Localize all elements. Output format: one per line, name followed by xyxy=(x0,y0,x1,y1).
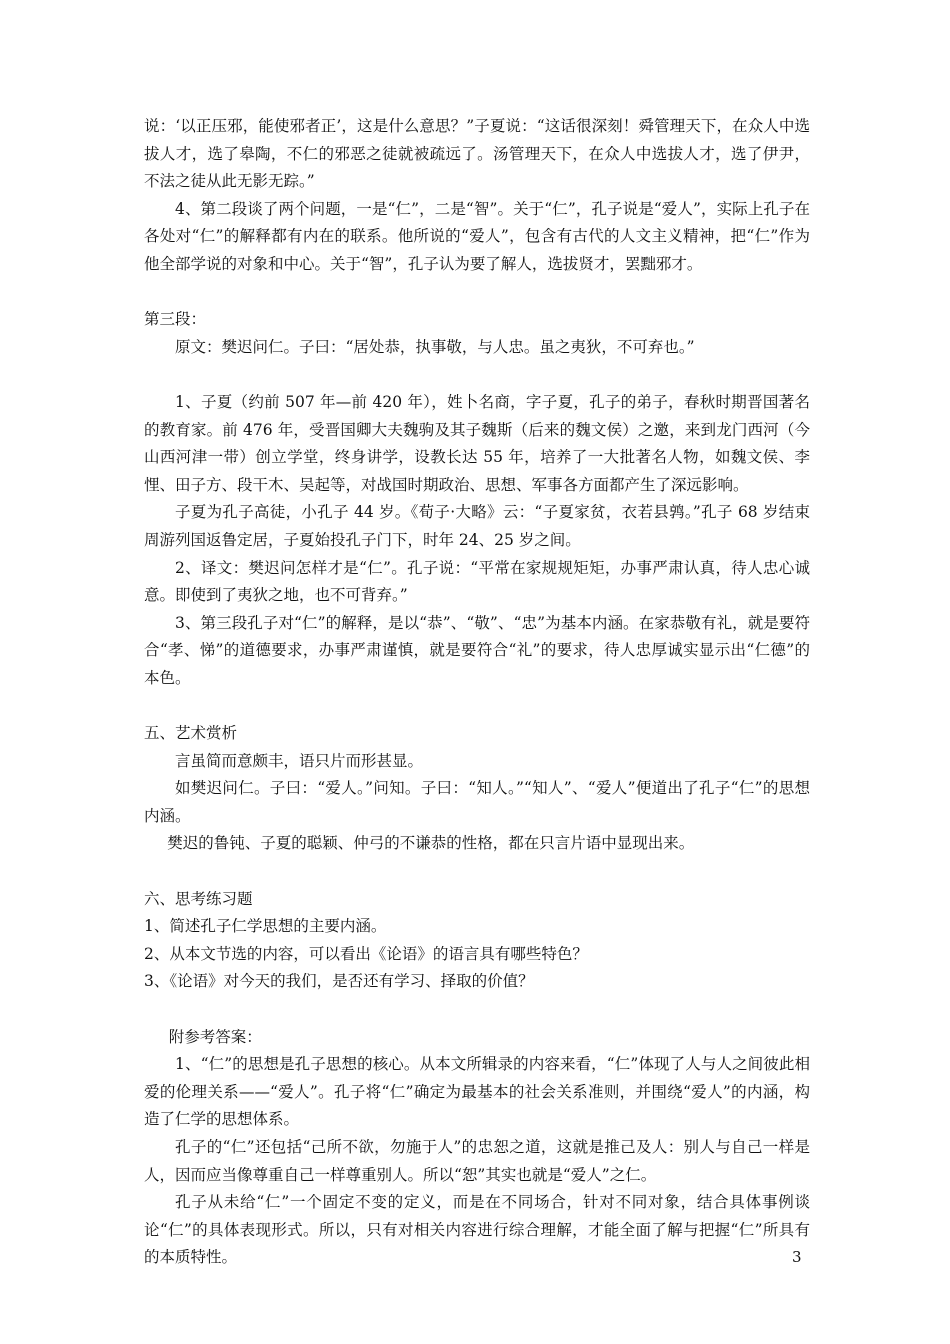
blank-line xyxy=(144,996,810,1024)
paragraph: 2、译文：樊迟问怎样才是“仁”。孔子说：“平常在家规规矩矩，办事严肃认真，待人忠心诚意。即使到了夷狄之地，也不可背弃。” xyxy=(144,558,810,605)
list-item: 1、简述孔子仁学思想的主要内涵。 xyxy=(144,917,387,936)
paragraph: 如樊迟问仁。子曰：“爱人。”问知。子曰：“知人。”“知人”、“爱人”便道出了孔子“仁”的思想内涵。 xyxy=(144,779,810,825)
paragraph: 言虽简而意颇丰，语只片而形甚显。 xyxy=(175,751,424,770)
paragraph: 原文：樊迟问仁。子曰：“居处恭，执事敬，与人忠。虽之夷狄，不可弃也。” xyxy=(175,337,695,356)
section-heading: 第三段： xyxy=(144,310,207,329)
section-heading: 六、思考练习题 xyxy=(144,889,253,908)
page-content xyxy=(144,113,810,1272)
list-item: 3、《论语》对今天的我们，是否还有学习、择取的价值？ xyxy=(144,972,534,991)
paragraph: 1、子夏（约前 507 年—前 420 年），姓卜名商，字子夏，孔子的弟子，春秋时期晋国著名的教育家。前 476 年，受晋国卿大夫魏驹及其子魏斯（后来的魏文侯）之邀，来到龙门西河（今山西河津一带）创立学堂，终身讲学，设教长达 55 年，培养了一大批著名人物，如魏文侯、李悝、田子方、段干木、吴起等，对战国时期政治、思想、军事各方面都产生了深远影响。 xyxy=(144,392,810,494)
paragraph: 孔子从未给“仁”一个固定不变的定义，而是在不同场合，针对不同对象，结合具体事例谈论“仁”的具体表现形式。所以，只有对相关内容进行综合理解，才能全面了解与把握“仁”所具有的本质特性。 xyxy=(144,1193,810,1267)
paragraph: 1、“仁”的思想是孔子思想的核心。从本文所辑录的内容来看，“仁”体现了人与人之间彼此相爱的伦理关系——“爱人”。孔子将“仁”确定为最基本的社会关系准则，并围绕“爱人”的内涵，构造了仁学的思想体系。 xyxy=(144,1055,810,1129)
paragraph: 子夏为孔子高徒，小孔子 44 岁。《荀子·大略》云：“子夏家贫，衣若县鹑。”孔子 68 岁结束周游列国返鲁定居，子夏始投孔子门下，时年 24、25 岁之间。 xyxy=(144,503,810,549)
paragraph: 3、第三段孔子对“仁”的解释，是以“恭”、“敬”、“忠”为基本内涵。在家恭敬有礼，就是要符合“孝、悌”的道德要求，办事严肃谨慎，就是要符合“礼”的要求，待人忠厚诚实显示出“仁德”的本色。 xyxy=(144,613,810,687)
paragraph: 樊迟的鲁钝、子夏的聪颖、仲弓的不谦恭的性格，都在只言片语中显现出来。 xyxy=(167,834,695,853)
answer-heading: 附参考答案： xyxy=(168,1027,262,1046)
blank-line xyxy=(144,279,810,307)
section-heading: 五、艺术赏析 xyxy=(144,724,238,743)
paragraph: 孔子的“仁”还包括“己所不欲，勿施于人”的忠恕之道，这就是推己及人：别人与自己一样是人，因而应当像尊重自己一样尊重别人。所以“恕”其实也就是“爱人”之仁。 xyxy=(144,1137,810,1184)
list-item: 2、从本文节选的内容，可以看出《论语》的语言具有哪些特色？ xyxy=(144,944,588,963)
blank-line xyxy=(144,692,810,720)
paragraph: 说：‘以正压邪，能使邪者正’，这是什么意思？”子夏说：“这话很深刻！舜管理天下，在众人中选拔人才，选了皋陶，不仁的邪恶之徒就被疏远了。汤管理天下，在众人中选拔人才，选了伊尹，不法之徒从此无影无踪。” xyxy=(144,117,810,191)
page-number: 3 xyxy=(792,1248,802,1266)
blank-line xyxy=(144,361,810,389)
paragraph: 4、第二段谈了两个问题，一是“仁”，二是“智”。关于“仁”，孔子说是“爱人”，实际上孔子在各处对“仁”的解释都有内在的联系。他所说的“爱人”，包含有古代的人文主义精神，把“仁”作为他全部学说的对象和中心。关于“智”，孔子认为要了解人，选拔贤才，罢黜邪才。 xyxy=(144,199,810,273)
blank-line xyxy=(144,858,810,886)
